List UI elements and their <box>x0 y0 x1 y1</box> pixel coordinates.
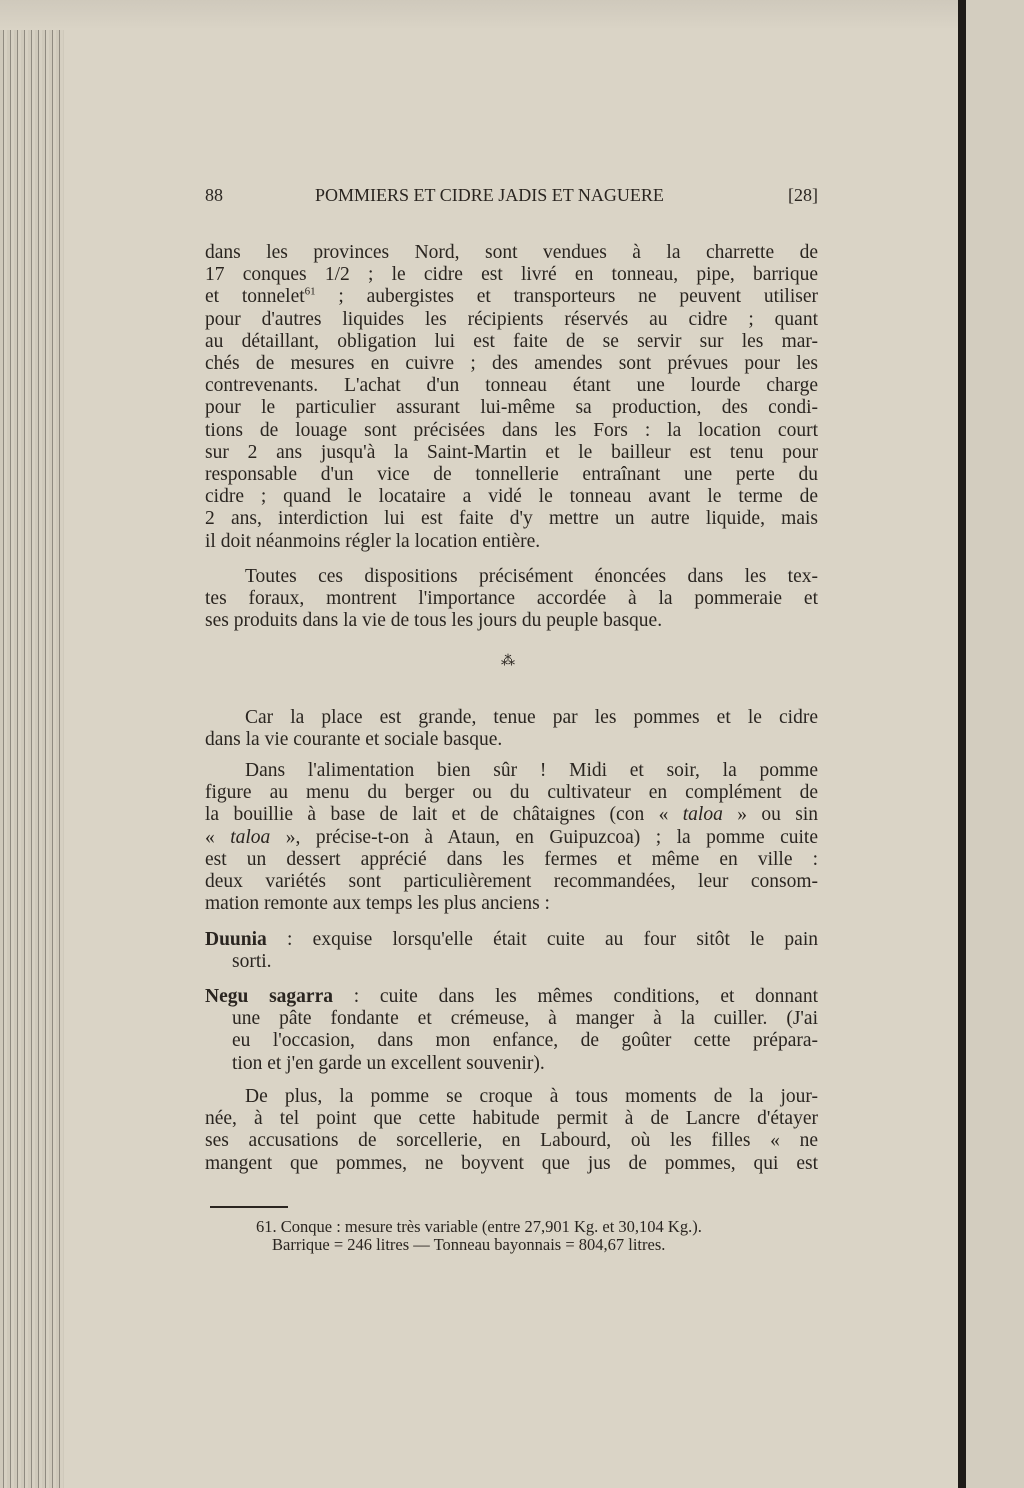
footnote-rule <box>210 1206 288 1208</box>
text-segment: », précise-t-on à Ataun, en Guipuzcoa) ; la pomme cuite <box>270 826 818 848</box>
text-line: deux variétés sont particulièrement recommandées, leur consom- <box>205 871 818 893</box>
paragraph <box>205 707 818 751</box>
text-line: tion et j'en garde un excellent souvenir). <box>232 1052 545 1074</box>
text-line: chés de mesures en cuivre ; des amendes sont prévues pour les <box>205 353 818 375</box>
text-line: au détaillant, obligation lui est faite de se servir sur les mar- <box>205 330 818 352</box>
text-line: est un dessert apprécié dans les fermes et même en ville : <box>205 848 818 870</box>
text-line: mation remonte aux temps les plus anciens : <box>205 893 550 915</box>
text-line: ses produits dans la vie de tous les jours du peuple basque. <box>205 610 663 632</box>
text-segment: » ou sin <box>722 804 819 826</box>
running-header <box>205 185 818 209</box>
text-line: Dans l'alimentation bien sûr ! Midi et soir, la pomme <box>245 760 818 781</box>
text-line: figure au menu du berger ou du cultivateur en complément de <box>205 782 818 804</box>
asterism-separator: ⁂ <box>501 654 515 669</box>
text-segment: ; aubergistes et transporteurs ne peuvent utiliser <box>315 286 818 308</box>
text-line: 2 ans, interdiction lui est faite d'y mettre un autre liquide, mais <box>205 508 818 530</box>
text-segment: : exquise lorsqu'elle était cuite au four sitôt le pain <box>266 929 818 950</box>
text-line: responsable d'un vice de tonnellerie entraînant une perte du <box>205 464 818 486</box>
text-line: tes foraux, montrent l'importance accordée à la pommeraie et <box>205 588 818 610</box>
text-line: contrevenants. L'achat d'un tonneau étant une lourde charge <box>205 375 818 397</box>
footnote-line: Barrique = 246 litres — Tonneau bayonnais = 804,67 litres. <box>272 1235 666 1254</box>
text-segment: et tonnelet <box>205 286 305 308</box>
paragraph <box>205 760 818 915</box>
text-line: De plus, la pomme se croque à tous moments de la jour- <box>245 1086 818 1107</box>
text-line: dans les provinces Nord, sont vendues à la charrette de <box>205 242 818 263</box>
term-heading: Duunia <box>205 929 267 950</box>
text-segment: la bouillie à base de lait et de châtaignes (con « <box>205 804 683 826</box>
book-gutter <box>958 0 966 1488</box>
paragraph <box>205 242 818 553</box>
footnote-line: 61. Conque : mesure très variable (entre 27,901 Kg. et 30,104 Kg.). <box>256 1217 702 1236</box>
text-segment: taloa <box>230 826 271 848</box>
page-top-shadow <box>0 0 964 30</box>
text-line: cidre ; quand le locataire a vidé le tonneau avant le terme de <box>205 486 818 508</box>
facing-page-edge <box>966 0 1024 1488</box>
paragraph <box>205 986 818 1075</box>
text-line <box>205 804 818 826</box>
text-line: née, à tel point que cette habitude permit à de Lancre d'étayer <box>205 1108 818 1130</box>
text-segment: « <box>205 826 231 848</box>
footnote-ref: 61 <box>304 285 316 298</box>
text-segment: taloa <box>682 804 723 826</box>
footnote <box>256 1218 816 1254</box>
paragraph <box>205 929 818 973</box>
text-line: eu l'occasion, dans mon enfance, de goûter cette prépara- <box>232 1030 818 1052</box>
text-line: Toutes ces dispositions précisément énoncées dans les tex- <box>245 566 818 587</box>
text-line: Car la place est grande, tenue par les pommes et le cidre <box>245 707 818 728</box>
text-line: ses accusations de sorcellerie, en Labourd, où les filles « ne <box>205 1130 818 1152</box>
text-line: mangent que pommes, ne boyvent que jus de pommes, qui est <box>205 1152 818 1174</box>
text-line: pour d'autres liquides les récipients réservés au cidre ; quant <box>205 308 818 330</box>
text-line: une pâte fondante et crémeuse, à manger à la cuiller. (J'ai <box>232 1008 818 1030</box>
text-line <box>205 827 818 849</box>
text-line: sur 2 ans jusqu'à la Saint-Martin et le bailleur est tenu pour <box>205 441 818 463</box>
running-title: POMMIERS ET CIDRE JADIS ET NAGUERE <box>315 185 664 205</box>
page-stack-edge <box>0 0 64 1488</box>
page-number: 88 <box>205 185 223 205</box>
text-line: il doit néanmoins régler la location entière. <box>205 530 541 552</box>
text-line: pour le particulier assurant lui-même sa production, des condi- <box>205 397 818 419</box>
text-line <box>205 929 818 951</box>
text-line <box>205 986 818 1008</box>
section-number: [28] <box>788 185 818 205</box>
paragraph <box>205 566 818 633</box>
paragraph <box>205 1086 818 1175</box>
text-line <box>205 286 818 308</box>
text-line: sorti. <box>232 951 272 973</box>
text-line: tions de louage sont précisées dans les Fors : la location court <box>205 419 818 441</box>
text-line: 17 conques 1/2 ; le cidre est livré en tonneau, pipe, barrique <box>205 264 818 286</box>
text-line: dans la vie courante et sociale basque. <box>205 729 503 751</box>
text-segment: : cuite dans les mêmes conditions, et donnant <box>333 986 818 1007</box>
term-heading: Negu sagarra <box>205 986 333 1007</box>
